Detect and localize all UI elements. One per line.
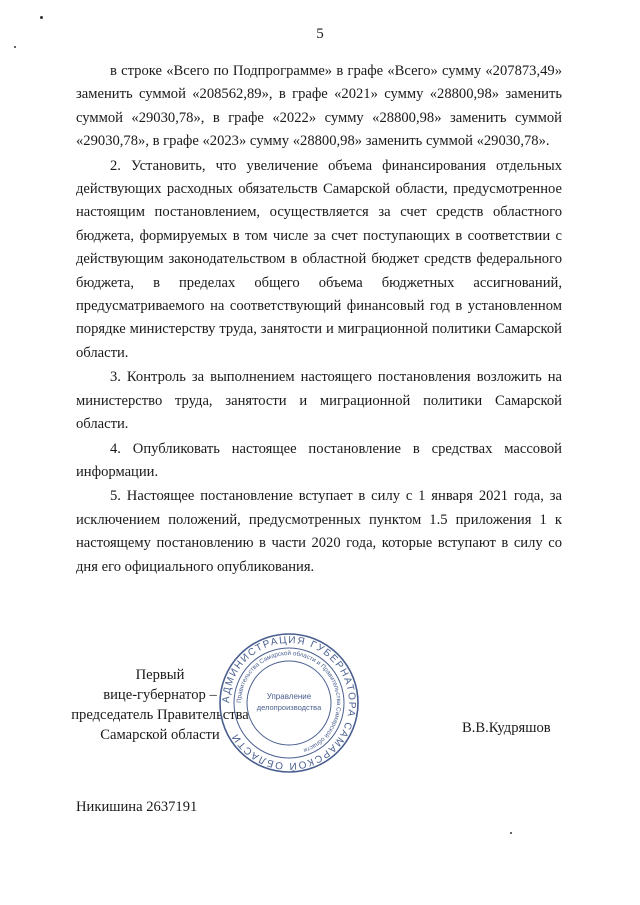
scan-speck: [14, 46, 16, 48]
stamp-seal-icon: [218, 632, 360, 774]
stamp-inner-text: Правительства Самарской области и Правительства Самарской области: [235, 649, 343, 754]
official-stamp: [218, 632, 360, 774]
signatory-title-line: Первый: [135, 667, 185, 683]
scan-speck: [40, 16, 43, 19]
document-body: [76, 60, 562, 579]
executor-contact: Никишина 2637191: [76, 799, 198, 815]
page-number: 5: [316, 26, 324, 42]
signatory-name: В.В.Кудряшов: [462, 720, 551, 736]
paragraph-amounts: в строке «Всего по Подпрограмме» в графе «Всего» сумму «207873,49» заменить суммой «208562,89», в графе «2021» сумму «28800,98» заменить суммой «29030,78», в графе «2022» сумму «28800,98» заменить суммой «29030,78», в графе «2023» сумму «28800,98» заменить суммой «29030,78».: [76, 63, 562, 150]
scan-speck: [510, 832, 512, 834]
signatory-title-line: вице-губернатор –: [103, 687, 217, 703]
paragraph-3-control: 3. Контроль за выполнением настоящего постановления возложить на министерство труда, занятости и миграционной политики Самарской области.: [76, 369, 562, 433]
stamp-outer-text: АДМИНИСТРАЦИЯ ГУБЕРНАТОРА САМАРСКОЙ ОБЛАСТИ: [220, 634, 358, 772]
signatory-title-line: председатель Правительства: [71, 707, 249, 723]
paragraph-5-effective: 5. Настоящее постановление вступает в силу с 1 января 2021 года, за исключением положений, предусмотренных пунктом 1.5 приложения 1 к настоящему постановлению в части 2020 года, которые вступают в силу со дня его официального опубликования.: [76, 488, 562, 575]
paragraph-4-publish: 4. Опубликовать настоящее постановление в средствах массовой информации.: [76, 440, 562, 480]
stamp-center-line-2: делопроизводства: [256, 703, 322, 712]
stamp-center-line-1: Управление: [266, 692, 312, 701]
signatory-title-line: Самарской области: [100, 727, 220, 743]
paragraph-2-financing: 2. Установить, что увеличение объема финансирования отдельных действующих расходных обязательств Самарской области, предусмотренное настоящим постановлением, осуществляется за счет средств областного бюджета, формируемых в том числе за счет поступающих в соответствии с действующим законодательством в областной бюджет средств федерального бюджета, в пределах общего объема бюджетных ассигнований, предусматриваемого на соответствующий финансовый год в установленном порядке министерству труда, занятости и миграционной политики Самарской области.: [76, 157, 562, 361]
